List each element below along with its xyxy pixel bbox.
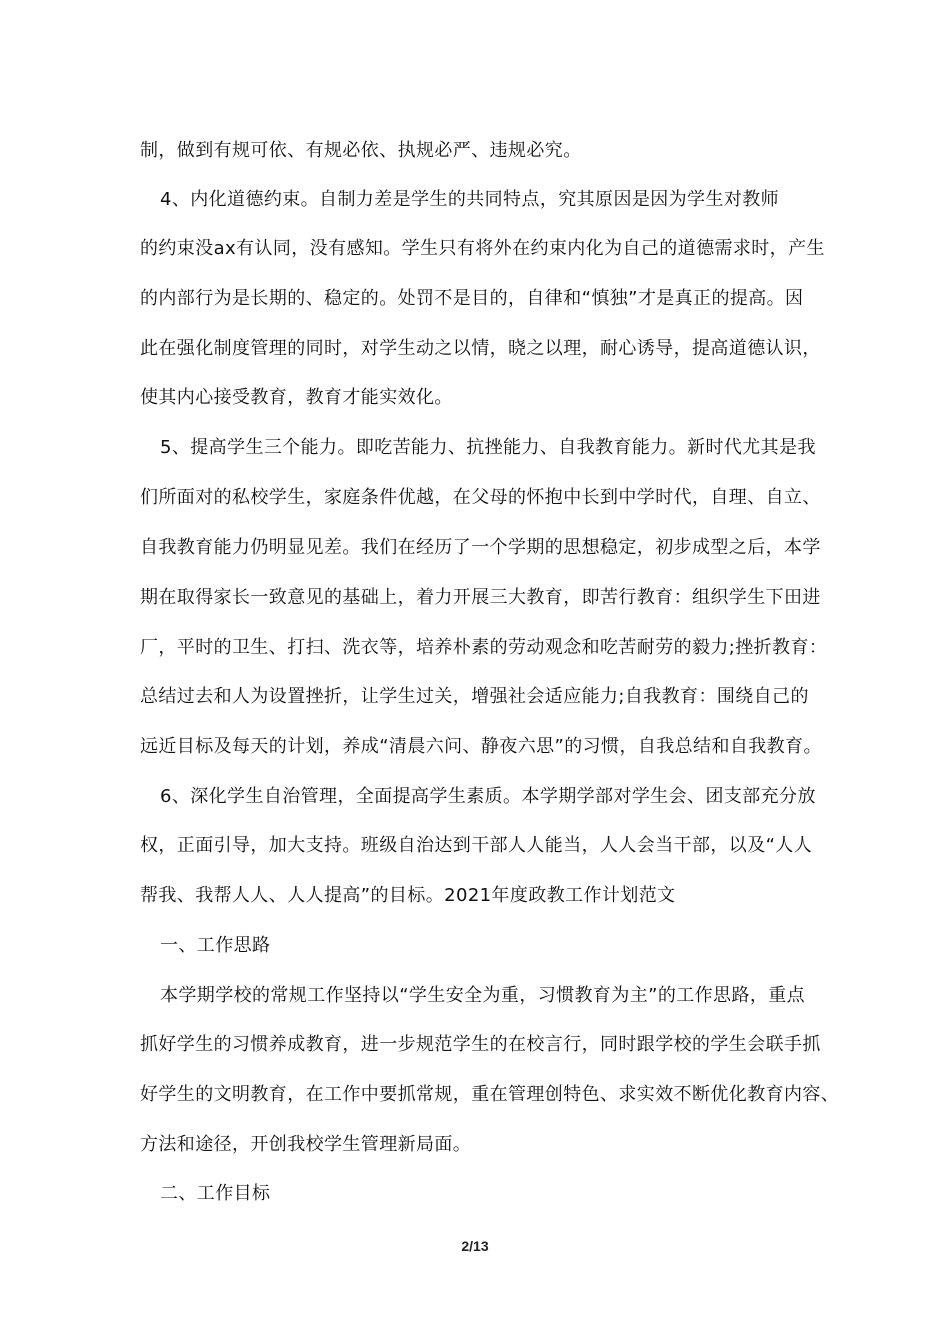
paragraph-line: 总结过去和人为设置挫折，让学生过关，增强社会适应能力;自我教育：围绕自己的: [140, 686, 809, 707]
paragraph-line: 厂，平时的卫生、打扫、洗衣等，培养朴素的劳动观念和吃苦耐劳的毅力;挫折教育：: [140, 637, 828, 658]
paragraph-line: 的约束没ax有认同，没有感知。学生只有将外在约束内化为自己的道德需求时，产生: [140, 238, 825, 259]
paragraph-line: 远近目标及每天的计划，养成“清晨六问、静夜六思”的习惯，自我总结和自我教育。: [140, 736, 822, 757]
paragraph-line: 权，正面引导，加大支持。班级自治达到干部人人能当，人人会当干部，以及“人人: [140, 835, 813, 856]
paragraph-line: 期在取得家长一致意见的基础上，着力开展三大教育，即苦行教育：组织学生下田进: [140, 587, 821, 608]
paragraph-line: 好学生的文明教育，在工作中要抓常规，重在管理创特色、求实效不断优化教育内容、: [140, 1084, 840, 1105]
paragraph-line: 抓好学生的习惯养成教育，进一步规范学生的在校言行，同时跟学校的学生会联手抓: [140, 1034, 821, 1055]
paragraph-line: 使其内心接受教育，教育才能实效化。: [140, 387, 453, 408]
paragraph-line: 4、内化道德约束。自制力差是学生的共同特点，究其原因是因为学生对教师: [160, 189, 780, 210]
paragraph-line: 们所面对的私校学生，家庭条件优越，在父母的怀抱中长到中学时代，自理、自立、: [140, 487, 821, 508]
paragraph-line: 本学期学校的常规工作坚持以“学生安全为重，习惯教育为主”的工作思路，重点: [160, 985, 806, 1006]
section-heading: 二、工作目标: [160, 1183, 271, 1204]
page-number: 2/13: [461, 1238, 489, 1254]
paragraph-line: 自我教育能力仍明显见差。我们在经历了一个学期的思想稳定，初步成型之后，本学: [140, 537, 821, 558]
paragraph-line: 的内部行为是长期的、稳定的。处罚不是目的，自律和“慎独”才是真正的提高。因: [140, 288, 804, 309]
paragraph-line: 5、提高学生三个能力。即吃苦能力、抗挫能力、自我教育能力。新时代尤其是我: [160, 437, 816, 458]
paragraph-line: 6、深化学生自治管理，全面提高学生素质。本学期学部对学生会、团支部充分放: [160, 786, 816, 807]
paragraph-line: 制，做到有规可依、有规必依、执规必严、违规必究。: [140, 140, 582, 161]
section-heading: 一、工作思路: [160, 935, 271, 956]
paragraph-line: 方法和途径，开创我校学生管理新局面。: [140, 1134, 472, 1155]
paragraph-line: 此在强化制度管理的同时，对学生动之以情，晓之以理，耐心诱导，提高道德认识，: [140, 338, 821, 359]
paragraph-line: 帮我、我帮人人、人人提高”的目标。2021年度政教工作计划范文: [140, 885, 676, 906]
